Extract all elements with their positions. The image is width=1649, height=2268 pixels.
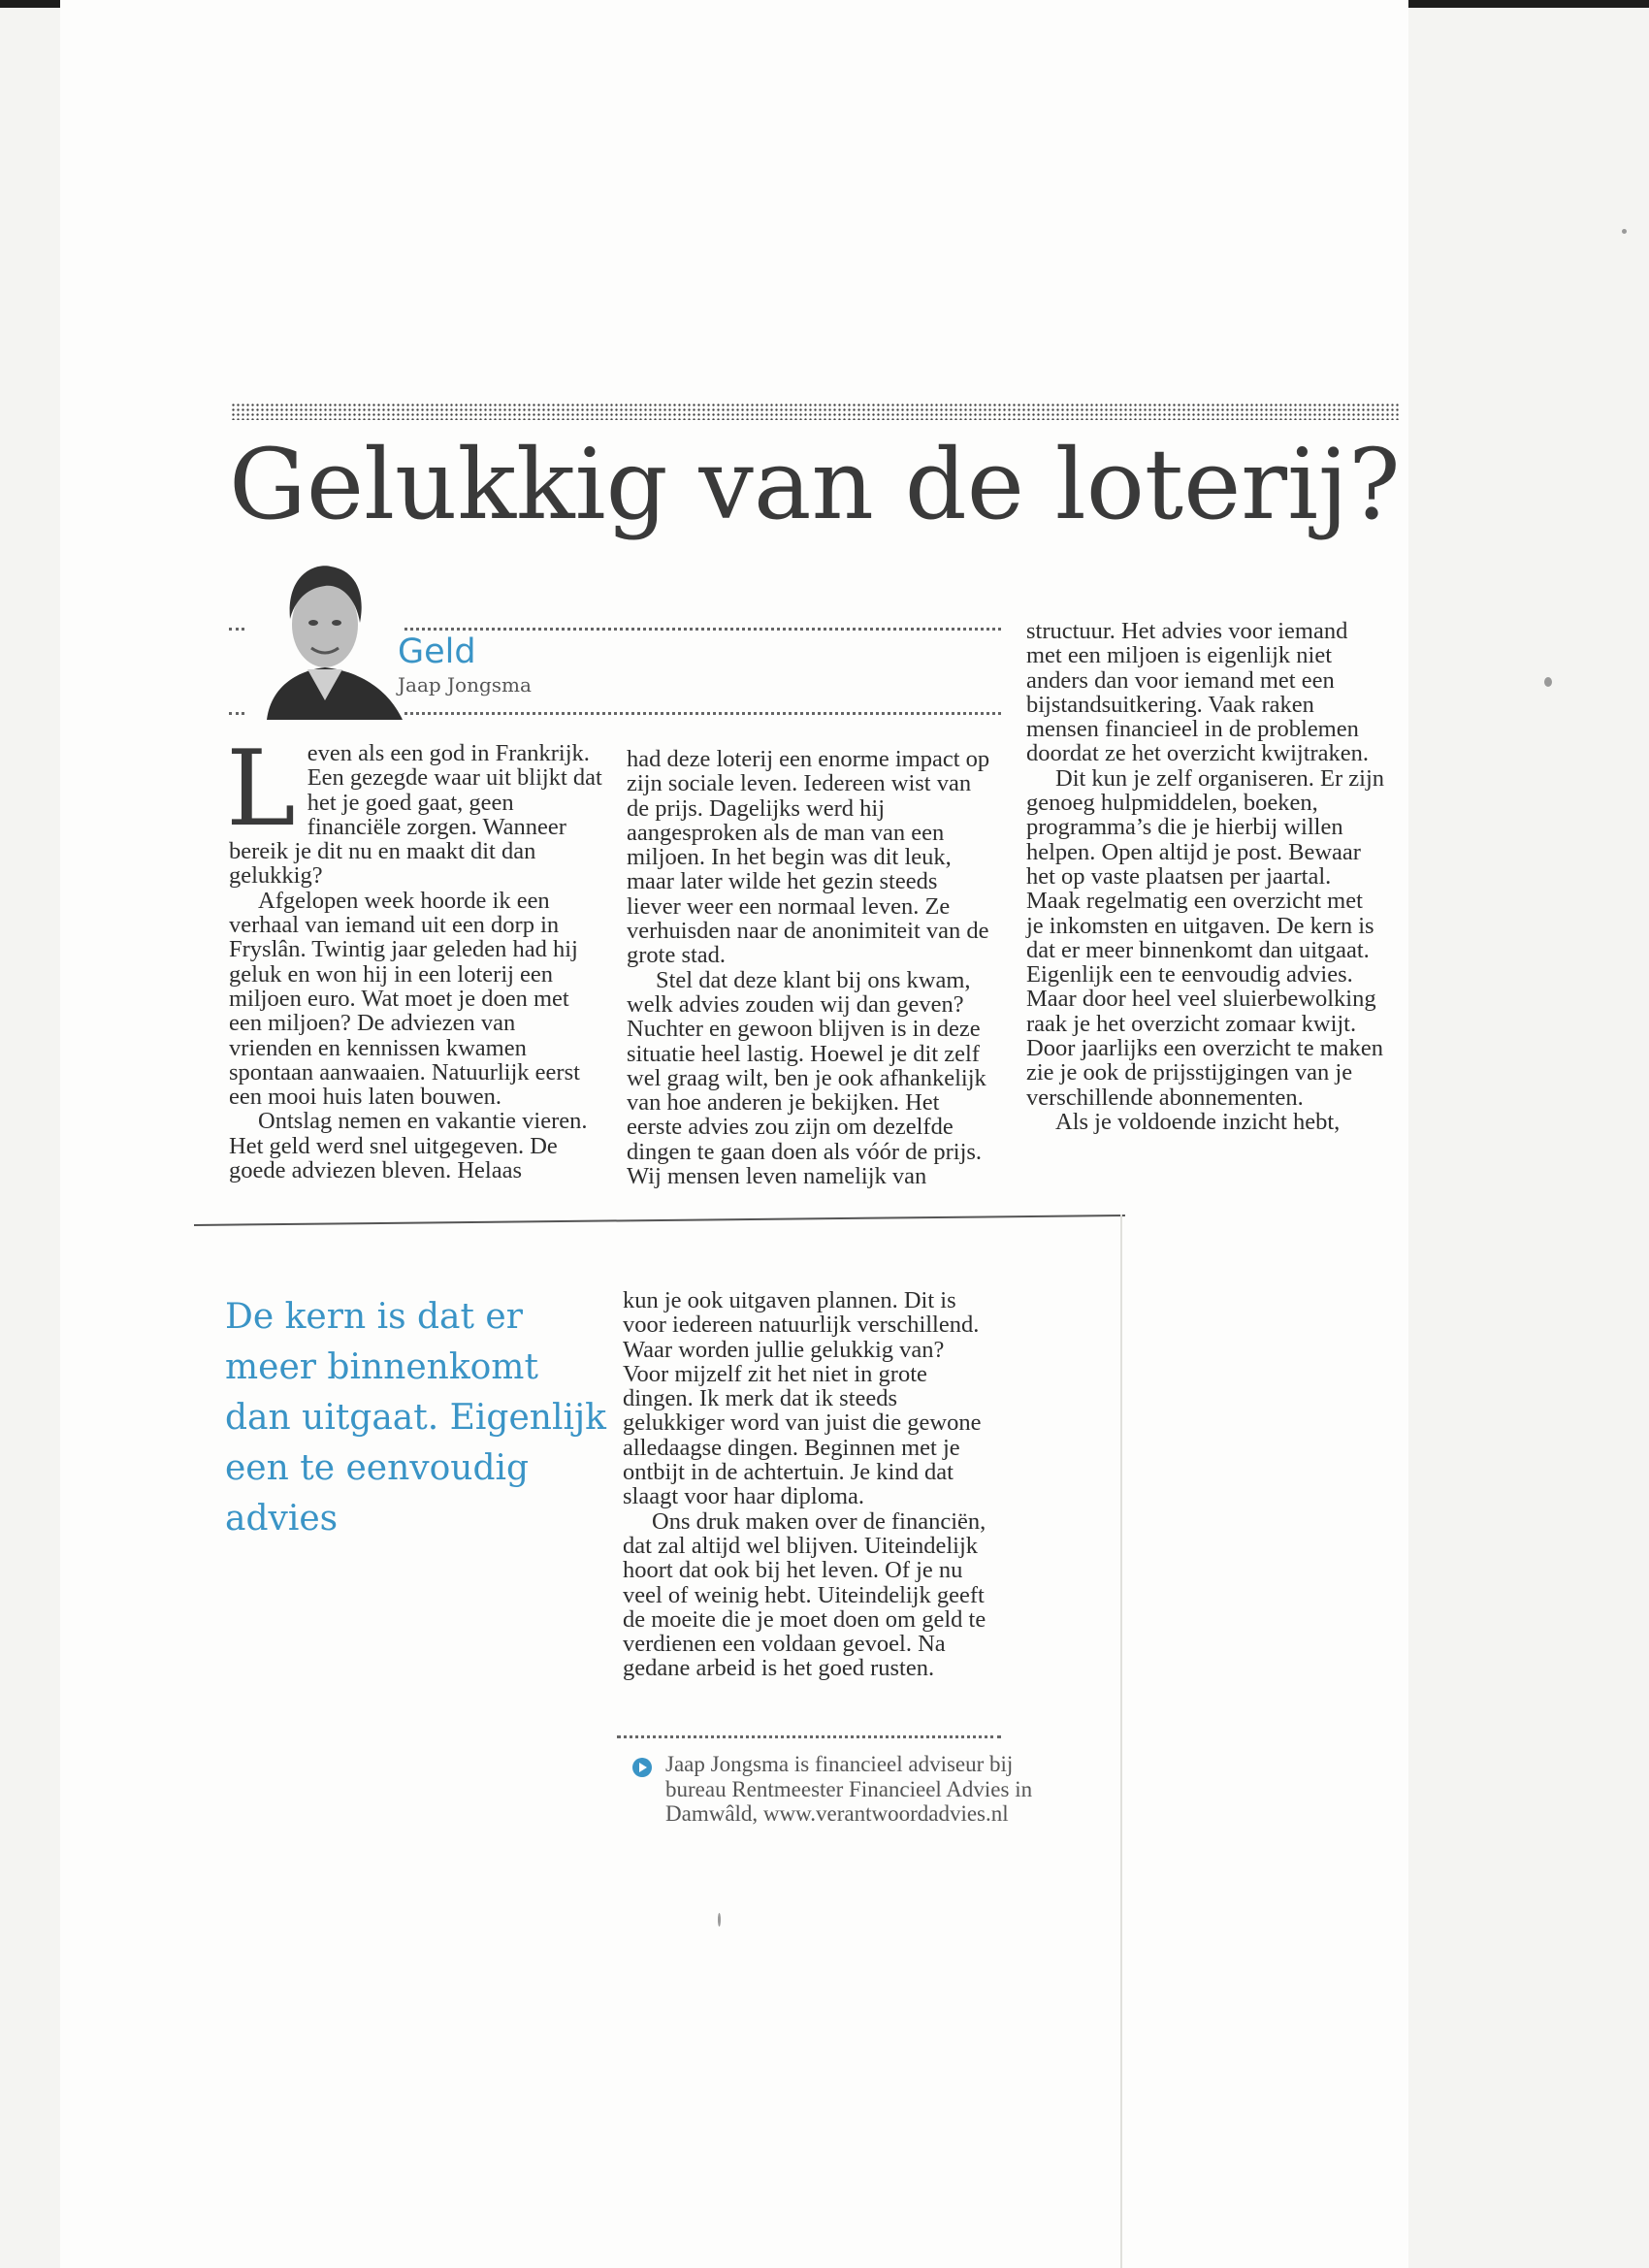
paragraph: Afgelopen week hoorde ik een verhaal van iemand uit een dorp in Fryslân. Twintig jaar geleden had hij geluk en won hij in een loterij een miljoen euro. Wat moet je doen met een miljoen? De adviezen van vrienden en kennissen kwamen spontaan aanwaaien. Natuurlijk eerst een mooi huis laten bouwen. (229, 887, 580, 1111)
paragraph: Stel dat deze klant bij ons kwam, welk advies zouden wij dan geven? Nuchter en gewoon blijven is in deze situatie heel lastig. Hoewel je dit zelf wel graag wilt, ben je ook afhankelijk van hoe anderen je bekijken. Het eerste advies zou zijn om dezelfde dingen te gaan doen als vóór de prijs. Wij mensen leven namelijk van (627, 966, 986, 1190)
drop-cap: L (226, 729, 296, 850)
author-bio: Jaap Jongsma is financieel adviseur bij bureau Rentmeester Financieel Advies in Damwâld, www.verantwoordadvies.nl (665, 1752, 1033, 1826)
paragraph: Dit kun je zelf organiseren. Er zijn genoeg hulpmiddelen, boeken, programma’s die je hierbij willen helpen. Open altijd je post. Bewaar het op vaste plaatsen per jaartal. Maak regelmatig een overzicht met je inkomsten en uitgaven. De kern is dat er meer binnenkomt dan uitgaat. Eigenlijk een te eenvoudig advies. Maar door heel veel sluierbewolking raak je het overzicht zomaar kwijt. Door jaarlijks een overzicht te maken zie je ook de prijsstijgingen van je verschillende abonnementen. (1026, 764, 1385, 1111)
clipping-cut-edge (1120, 1215, 1122, 2268)
author-portrait (247, 555, 403, 720)
pull-quote: De kern is dat er meer binnenkomt dan uitgaat. Eigenlijk een te eenvoudig advies (225, 1297, 606, 1539)
paragraph: Als je voldoende inzicht hebt, (1055, 1108, 1341, 1135)
paragraph: had deze loterij een enorme impact op zijn sociale leven. Iedereen wist van de prijs. Dagelijks werd hij aangesproken als de man van een miljoen. In het begin was dit leuk, maar later wilde het gezin steeds liever weer een normaal leven. Ze verhuisden naar de anonimiteit van de grote stad. (627, 746, 990, 969)
scan-speck (1544, 677, 1552, 687)
header-dotted-band (231, 403, 1400, 420)
paragraph: kun je ook uitgaven plannen. Dit is voor iedereen natuurlijk verschillend. Waar worden jullie gelukkig van? Voor mijzelf zit het niet in grote dingen. Ik merk dat ik steeds gelukkiger word van juist die gewone alledaagse dingen. Beginnen met je ontbijt in de achtertuin. Je kind dat slaagt voor haar diploma. (623, 1287, 982, 1510)
column-3 (1026, 619, 1385, 1134)
scan-speck (718, 1913, 721, 1927)
scan-speck (1622, 229, 1627, 234)
column-4 (623, 1288, 986, 1681)
bio-rule (617, 1735, 1001, 1738)
author-byline: Jaap Jongsma (398, 673, 532, 697)
paragraph: Ontslag nemen en vakantie vieren. Het geld werd snel uitgegeven. De goede adviezen bleven. Helaas (229, 1108, 588, 1184)
paragraph: Ons druk maken over de financiën, dat zal altijd wel blijven. Uiteindelijk hoort dat ook bij het leven. Of je nu veel of weinig hebt. Uiteindelijk geeft de moeite die je moet doen om geld te verdienen een voldaan gevoel. Na gedane arbeid is het goed rusten. (623, 1507, 986, 1682)
headline: Gelukkig van de loterij? (229, 428, 1401, 541)
column-2 (627, 747, 990, 1188)
lead-paragraph-text: even als een god in Frankrijk. Een gezegde waar uit blijkt dat het je goed gaat, geen financiële zorgen. Wanneer bereik je dit nu en maakt dit dan gelukkig? (229, 740, 602, 890)
paragraph: structuur. Het advies voor iemand met een miljoen is eigenlijk niet anders dan voor iemand met een bijstandsuitkering. Vaak raken mensen financieel in de problemen doordat ze het overzicht kwijtraken. (1026, 618, 1370, 767)
rubric-label: Geld (398, 632, 476, 671)
column-1 (226, 729, 602, 1184)
lead-paragraph (226, 729, 602, 890)
play-arrow-icon (632, 1758, 652, 1777)
